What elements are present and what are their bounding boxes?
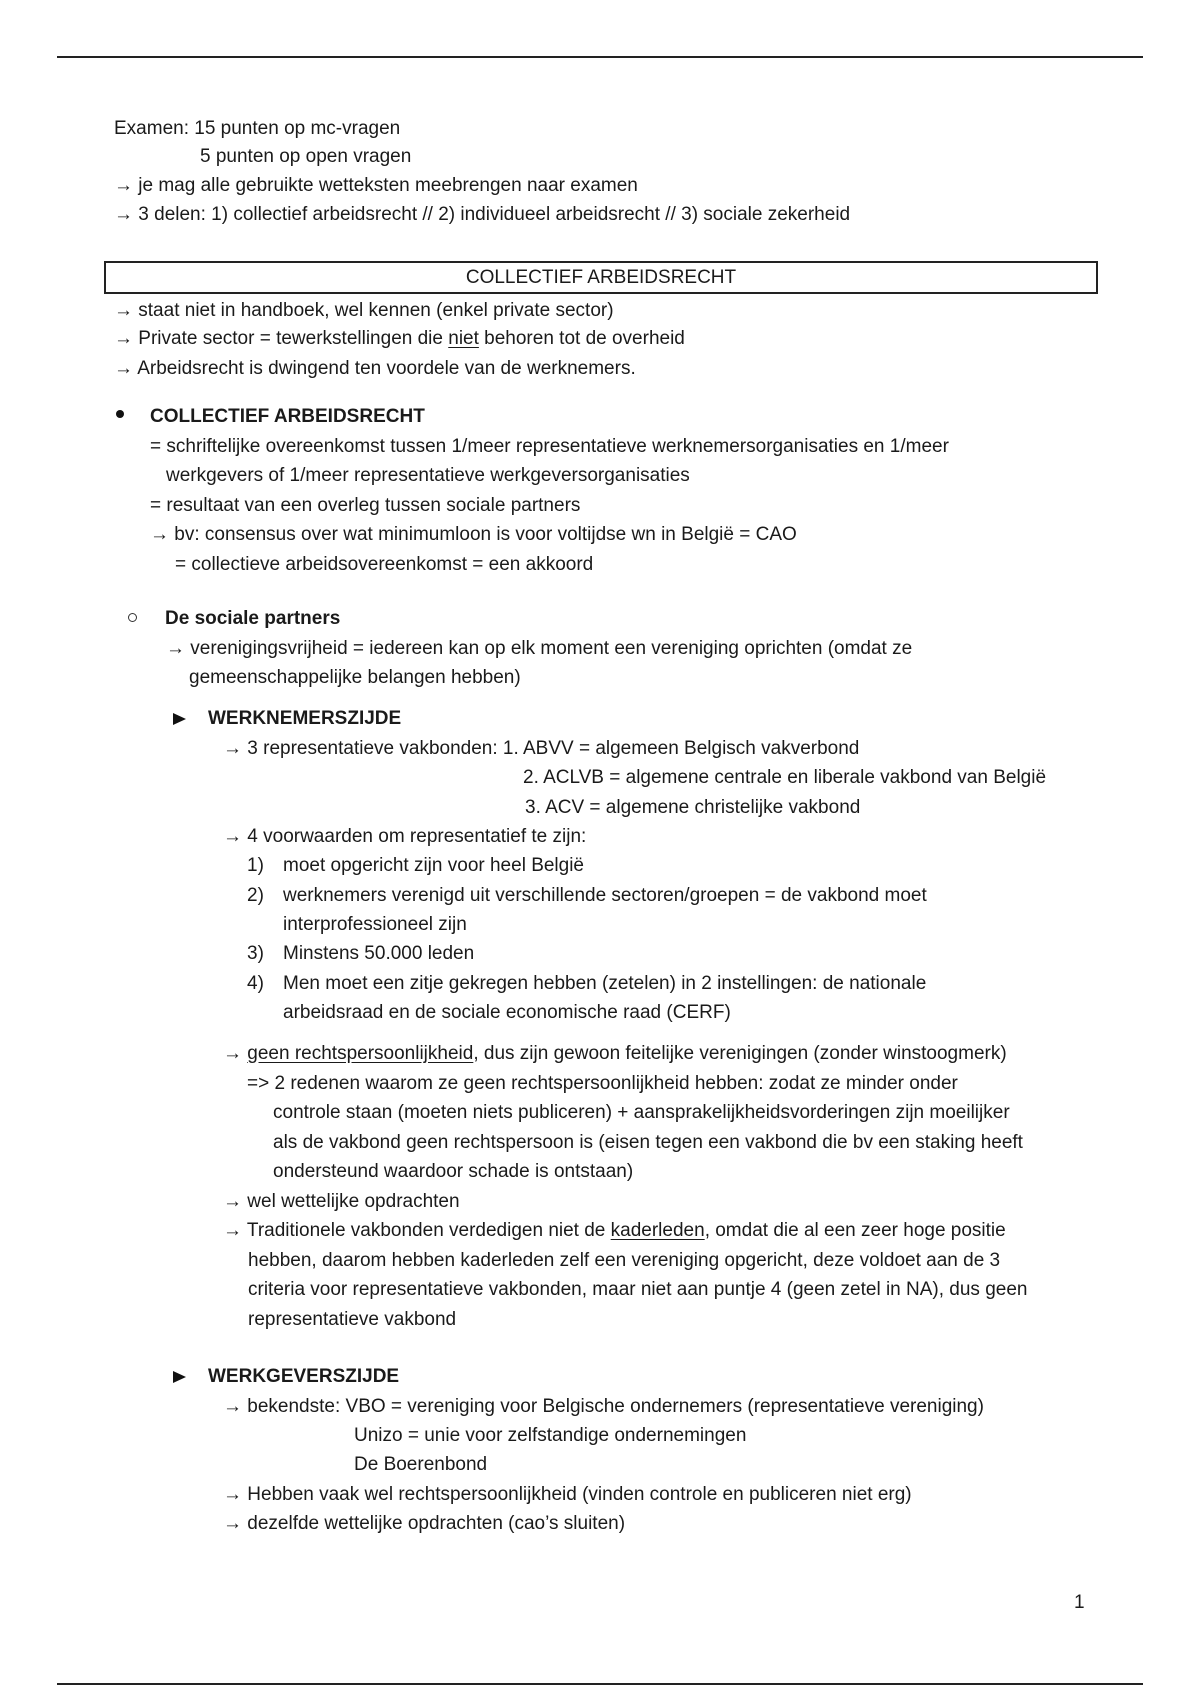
redenen-line-1: => 2 redenen waarom ze geen rechtspersoonlijkheid hebben: zodat ze minder onder [247, 1073, 958, 1094]
voorwaarden-intro: → 4 voorwaarden om representatief te zijn: [223, 826, 587, 847]
section-title-box: COLLECTIEF ARBEIDSRECHT [104, 261, 1098, 294]
exam-line-4: → 3 delen: 1) collectief arbeidsrecht // 2) individueel arbeidsrecht // 3) sociale zekerheid [114, 204, 851, 225]
partners-heading: De sociale partners [165, 608, 341, 629]
bekendste-line-3: De Boerenbond [354, 1454, 488, 1475]
kaderleden-line-2: hebben, daarom hebben kaderleden zelf een vereniging opgericht, deze voldoet aan de 3 [248, 1250, 1001, 1271]
cond-num-4: 4) [247, 973, 264, 994]
kaderleden-line-3: criteria voor representatieve vakbonden, maar niet aan puntje 4 (geen zetel in NA), dus geen [248, 1279, 1028, 1300]
kaderleden-1b: , omdat die al een zeer hoge positie [704, 1220, 1006, 1241]
wettelijke-opdrachten: → wel wettelijke opdrachten [223, 1191, 460, 1212]
cond-text-4a: Men moet een zitje gekregen hebben (zetelen) in 2 instellingen: de nationale [283, 973, 927, 994]
bekendste-line-1: → bekendste: VBO = vereniging voor Belgische ondernemers (representatieve vereniging) [223, 1396, 984, 1417]
cond-text-4b: arbeidsraad en de sociale economische raad (CERF) [283, 1002, 731, 1023]
exam-line-2: 5 punten op open vragen [200, 146, 412, 167]
bullet-dot [116, 410, 124, 418]
cond-text-3: Minstens 50.000 leden [283, 943, 475, 964]
intro-line-3: → Arbeidsrecht is dwingend ten voordele van de werknemers. [114, 358, 636, 379]
werkgevers-line-2: → dezelfde wettelijke opdrachten (cao’s sluiten) [223, 1513, 626, 1534]
top-rule [57, 56, 1143, 58]
partners-line-2: gemeenschappelijke belangen hebben) [189, 667, 521, 688]
bullet-circle [128, 613, 137, 622]
redenen-line-2: controle staan (moeten niets publiceren) + aansprakelijkheidsvorderingen zijn moeilijker [273, 1102, 1010, 1123]
car-line-5: = collectieve arbeidsovereenkomst = een akkoord [175, 554, 594, 575]
redenen-line-3: als de vakbond geen rechtspersoon is (eisen tegen een vakbond die bv een staking heeft [273, 1132, 1023, 1153]
redenen-line-4: ondersteund waardoor schade is ontstaan) [273, 1161, 634, 1182]
intro-underlined-niet: niet [448, 328, 479, 349]
bottom-rule [57, 1683, 1143, 1685]
werkgevers-line-1: → Hebben vaak wel rechtspersoonlijkheid (vinden controle en publiceren niet erg) [223, 1484, 912, 1505]
intro-line-2b: behoren tot de overheid [478, 328, 685, 349]
cond-num-1: 1) [247, 855, 264, 876]
car-heading: COLLECTIEF ARBEIDSRECHT [150, 406, 425, 427]
werknemers-heading: WERKNEMERSZIJDE [208, 708, 402, 729]
arrow-bullet-werknemers [173, 713, 186, 725]
car-line-2: werkgevers of 1/meer representatieve werkgeversorganisaties [166, 465, 690, 486]
vakbond-line-2: 2. ACLVB = algemene centrale en liberale vakbond van België [523, 767, 1047, 788]
rechtspersoon-underlined: geen rechtspersoonlijkheid [247, 1043, 474, 1064]
werkgevers-heading: WERKGEVERSZIJDE [208, 1366, 400, 1387]
page-number: 1 [1074, 1592, 1085, 1613]
cond-text-2b: interprofessioneel zijn [283, 914, 467, 935]
car-line-3: = resultaat van een overleg tussen sociale partners [150, 495, 581, 516]
vakbond-line-1: → 3 representatieve vakbonden: 1. ABVV = algemeen Belgisch vakverbond [223, 738, 860, 759]
car-line-4: → bv: consensus over wat minimumloon is voor voltijdse wn in België = CAO [150, 524, 797, 545]
rechtspersoon-line [223, 1041, 1007, 1067]
kaderleden-line-1 [223, 1218, 1006, 1244]
intro-line-2a: → Private sector = tewerkstellingen die [114, 328, 449, 349]
intro-line-1: → staat niet in handboek, wel kennen (enkel private sector) [114, 300, 614, 321]
partners-line-1: → verenigingsvrijheid = iedereen kan op elk moment een vereniging oprichten (omdat ze [166, 638, 913, 659]
vakbond-line-3: 3. ACV = algemene christelijke vakbond [525, 797, 861, 818]
rechtspersoon-rest: , dus zijn gewoon feitelijke verenigingen (zonder winstoogmerk) [473, 1043, 1007, 1064]
car-line-1: = schriftelijke overeenkomst tussen 1/meer representatieve werknemersorganisaties en 1/meer [150, 436, 949, 457]
kaderleden-line-4: representatieve vakbond [248, 1309, 457, 1330]
cond-text-1: moet opgericht zijn voor heel België [283, 855, 585, 876]
arrow-bullet-werkgevers [173, 1371, 186, 1383]
cond-text-2a: werknemers verenigd uit verschillende sectoren/groepen = de vakbond moet [283, 885, 927, 906]
kaderleden-underlined: kaderleden [610, 1220, 705, 1241]
exam-line-3: → je mag alle gebruikte wetteksten meebrengen naar examen [114, 175, 638, 196]
intro-line-2 [114, 326, 685, 352]
bekendste-line-2: Unizo = unie voor zelfstandige ondernemingen [354, 1425, 747, 1446]
kaderleden-1a: → Traditionele vakbonden verdedigen niet de [223, 1220, 611, 1241]
rechtspersoon-arrow: → [223, 1043, 248, 1064]
cond-num-3: 3) [247, 943, 264, 964]
exam-line-1: Examen: 15 punten op mc-vragen [114, 118, 401, 139]
cond-num-2: 2) [247, 885, 264, 906]
